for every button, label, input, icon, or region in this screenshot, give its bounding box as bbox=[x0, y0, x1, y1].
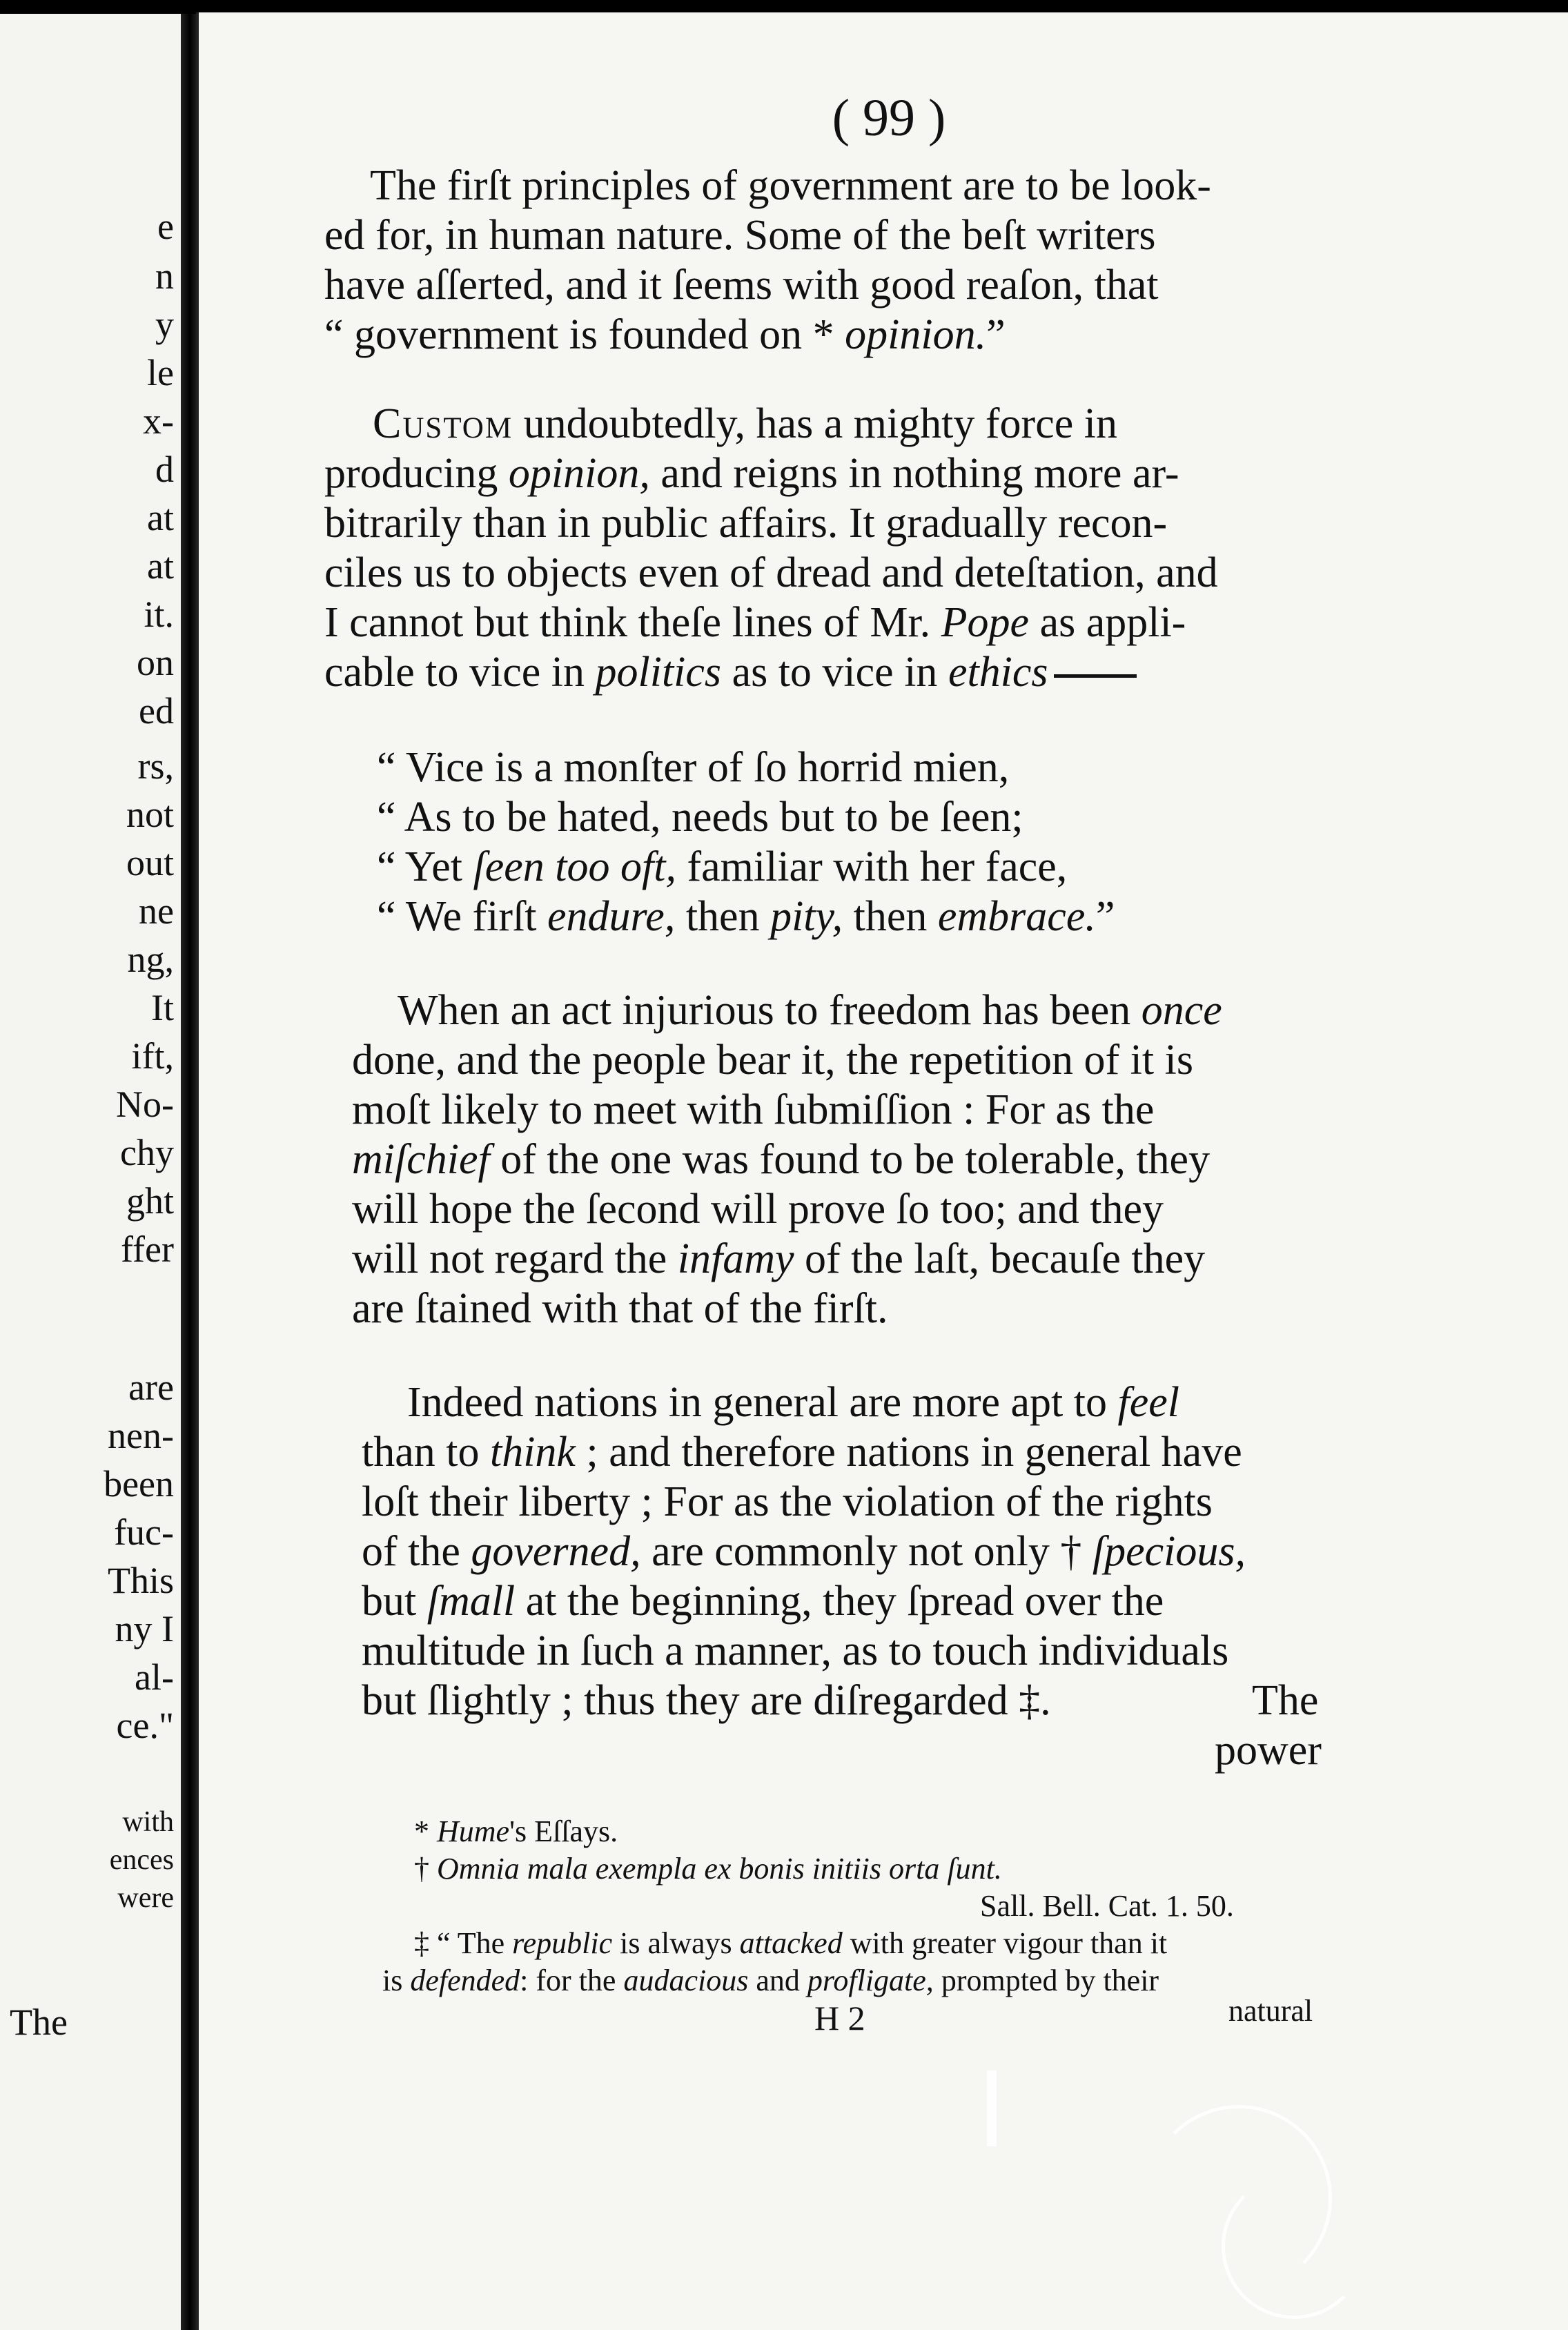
left-fragment: chy bbox=[120, 1132, 174, 1173]
scan-artifact bbox=[987, 2070, 997, 2146]
left-fragment: le bbox=[147, 352, 174, 393]
footnote: * Hume's Eſſays. bbox=[414, 1814, 618, 1848]
left-catchword: The bbox=[10, 2001, 68, 2043]
left-fragment: ng, bbox=[127, 939, 174, 980]
left-fragment: ed bbox=[139, 690, 174, 732]
left-fragment: at bbox=[147, 545, 174, 587]
left-fragment: This bbox=[107, 1560, 174, 1601]
text-line: The firſt principles of government are to be look- bbox=[370, 162, 1211, 209]
left-footnote-fragment: were bbox=[117, 1882, 174, 1914]
left-fragment: ght bbox=[126, 1180, 174, 1222]
text-line: have aſſerted, and it ſeems with good reaſon, that bbox=[324, 262, 1159, 309]
left-fragment: e bbox=[157, 206, 174, 247]
scan-artifact-curve bbox=[1222, 2174, 1366, 2319]
footnote-catchword: natural bbox=[1228, 1994, 1313, 2028]
footnote: ‡ “ The republic is always attacked with greater vigour than it bbox=[414, 1926, 1168, 1960]
text-line: multitude in ſuch a manner, as to touch individuals bbox=[362, 1627, 1229, 1674]
left-fragment: d bbox=[155, 449, 174, 490]
left-fragment: y bbox=[155, 304, 174, 345]
text-line: “ government is founded on * opinion.” bbox=[324, 311, 1006, 358]
left-fragment: on bbox=[137, 642, 174, 683]
verse-line: “ We firſt endure, then pity, then embrace.” bbox=[377, 893, 1115, 940]
left-fragment: ffer bbox=[121, 1228, 174, 1270]
text-line: but ſmall at the beginning, they ſpread over the bbox=[362, 1578, 1164, 1625]
text-line: are ſtained with that of the firſt. bbox=[352, 1285, 888, 1332]
left-fragment: ce." bbox=[116, 1705, 174, 1746]
text-line: The bbox=[1252, 1677, 1319, 1724]
left-fragment: No- bbox=[116, 1084, 174, 1125]
verse-line: “ As to be hated, needs but to be ſeen; bbox=[377, 794, 1023, 841]
text-line: When an act injurious to freedom has been once bbox=[398, 987, 1222, 1034]
left-fragment: ny I bbox=[115, 1608, 174, 1649]
text-line: Indeed nations in general are more apt to feel bbox=[407, 1379, 1179, 1426]
text-line: cable to vice in politics as to vice in ethics bbox=[324, 647, 1137, 697]
text-line: ciles us to objects even of dread and deteſtation, and bbox=[324, 549, 1218, 596]
page-edge-shadow bbox=[196, 12, 199, 2330]
text-line: producing opinion, and reigns in nothing more ar- bbox=[324, 450, 1179, 497]
text-line: moſt likely to meet with ſubmiſſion : For as the bbox=[352, 1086, 1155, 1133]
left-footnote-fragment: with bbox=[122, 1806, 174, 1838]
em-dash-rule bbox=[1054, 674, 1137, 678]
left-fragment: n bbox=[155, 255, 174, 297]
left-fragment: fuc- bbox=[114, 1511, 174, 1553]
left-fragment: al- bbox=[135, 1656, 174, 1698]
left-fragment: nen- bbox=[108, 1415, 174, 1456]
left-fragment: ift, bbox=[131, 1035, 174, 1077]
text-line: loſt their liberty ; For as the violation of the rights bbox=[362, 1478, 1213, 1525]
left-fragment: ne bbox=[139, 890, 174, 932]
left-fragment: rs, bbox=[137, 745, 174, 787]
text-line: will not regard the infamy of the laſt, becauſe they bbox=[352, 1235, 1206, 1282]
left-fragment: it. bbox=[144, 594, 174, 635]
left-footnote-fragment: ences bbox=[109, 1844, 174, 1876]
verse-line: “ Vice is a monſter of ſo horrid mien, bbox=[377, 744, 1010, 791]
left-fragment: been bbox=[104, 1463, 174, 1505]
left-fragment: out bbox=[126, 842, 174, 883]
text-line: I cannot but think theſe lines of Mr. Pope as appli- bbox=[324, 599, 1186, 646]
left-fragment: not bbox=[126, 794, 174, 835]
text-line: but ſlightly ; thus they are diſregarded ‡. bbox=[362, 1677, 1051, 1724]
left-fragment: at bbox=[147, 497, 174, 538]
text-line: bitrarily than in public affairs. It gradually recon- bbox=[324, 500, 1168, 547]
left-fragment: It bbox=[151, 987, 174, 1028]
page-number: ( 99 ) bbox=[832, 89, 946, 147]
book-gutter bbox=[181, 14, 196, 2330]
left-fragment: are bbox=[128, 1367, 174, 1408]
book-page bbox=[196, 12, 1568, 2330]
text-line: than to think ; and therefore nations in general have bbox=[362, 1429, 1242, 1476]
text-line: ed for, in human nature. Some of the beſt writers bbox=[324, 212, 1156, 259]
left-facing-page bbox=[0, 14, 181, 2330]
footnote-citation: Sall. Bell. Cat. 1. 50. bbox=[980, 1889, 1234, 1923]
signature-mark: H 2 bbox=[814, 1999, 865, 2037]
catchword: power bbox=[1215, 1727, 1322, 1774]
text-line: done, and the people bear it, the repetition of it is bbox=[352, 1037, 1193, 1084]
footnote: † Omnia mala exempla ex bonis initiis orta ſunt. bbox=[414, 1852, 1002, 1886]
text-line: Custom undoubtedly, has a mighty force in bbox=[373, 400, 1117, 447]
left-fragment: x- bbox=[143, 400, 174, 442]
text-line: will hope the ſecond will prove ſo too; and they bbox=[352, 1186, 1164, 1233]
text-line: of the governed, are commonly not only † ſpecious, bbox=[362, 1528, 1246, 1575]
verse-line: “ Yet ſeen too oft, familiar with her face, bbox=[377, 843, 1068, 890]
text-line: miſchief of the one was found to be tolerable, they bbox=[352, 1136, 1211, 1183]
footnote: is defended: for the audacious and profligate, prompted by their bbox=[382, 1964, 1159, 1997]
